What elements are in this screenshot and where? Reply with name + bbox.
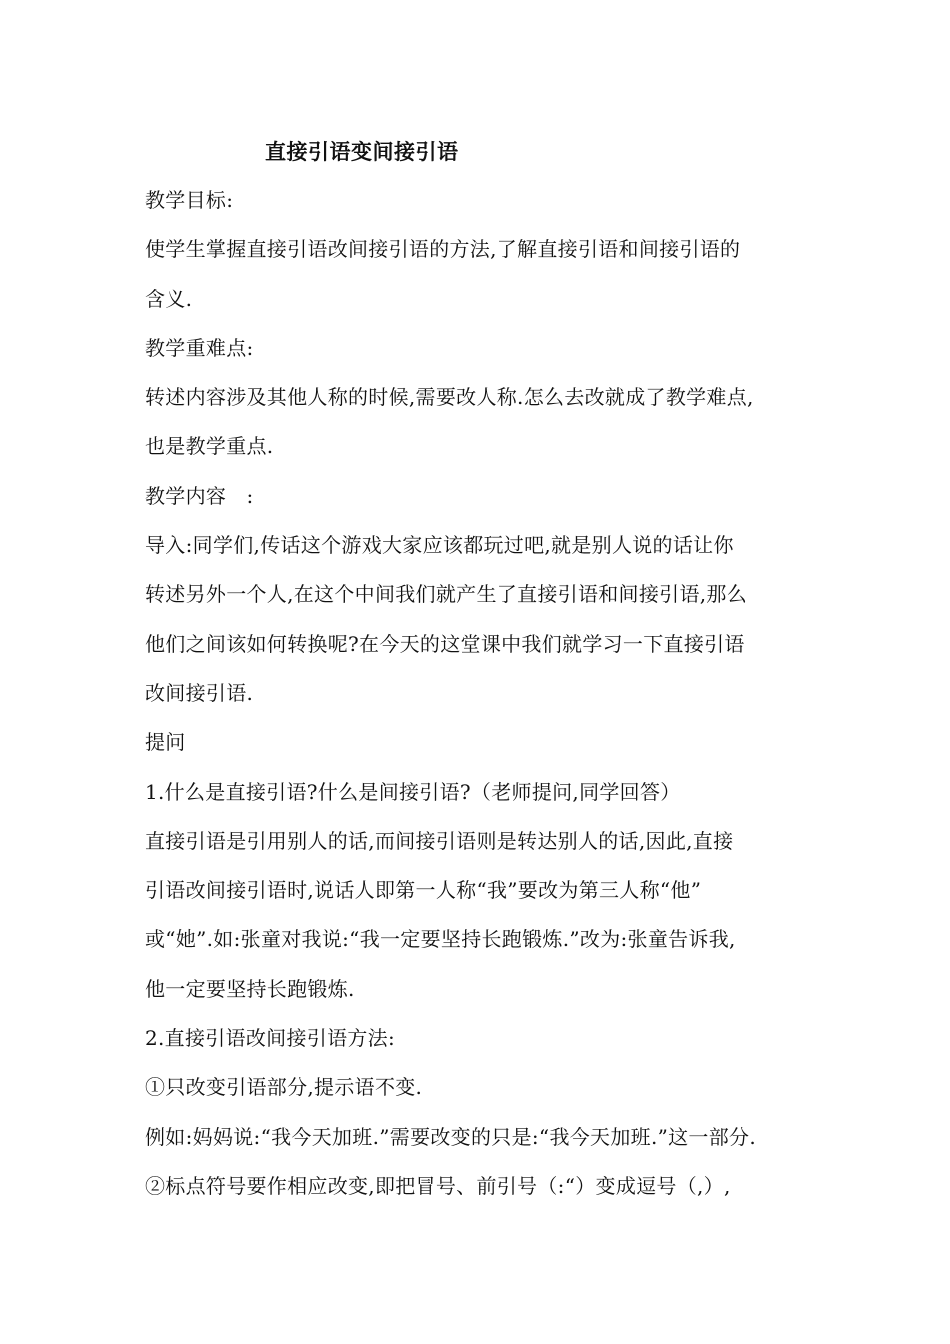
heading-teaching-content: 教学内容 : [145, 483, 254, 508]
paragraph-line: 他一定要坚持长跑锻炼. [145, 976, 355, 1001]
method-item: ②标点符号要作相应改变,即把冒号、前引号（:“）变成逗号（,）, [145, 1173, 731, 1198]
document-title: 直接引语变间接引语 [265, 140, 459, 164]
question-item: 1.什么是直接引语?什么是间接引语?（老师提问,同学回答） [145, 779, 681, 804]
heading-teaching-goals: 教学目标: [145, 188, 234, 212]
heading-key-points: 教学重难点: [145, 335, 254, 360]
paragraph-line: 他们之间该如何转换呢?在今天的这堂课中我们就学习一下直接引语 [145, 631, 745, 656]
heading-questions: 提问 [145, 730, 186, 755]
paragraph-line: 直接引语是引用别人的话,而间接引语则是转达别人的话,因此,直接 [145, 828, 734, 853]
paragraph-line: 或“她”.如:张童对我说:“我一定要坚持长跑锻炼.”改为:张童告诉我, [145, 927, 736, 952]
paragraph-line: 转述另外一个人,在这个中间我们就产生了直接引语和间接引语,那么 [145, 582, 748, 607]
method-item: ①只改变引语部分,提示语不变. [145, 1075, 423, 1100]
example-line: 例如:妈妈说:“我今天加班.”需要改变的只是:“我今天加班.”这一部分. [145, 1124, 756, 1149]
paragraph-line: 使学生掌握直接引语改间接引语的方法,了解直接引语和间接引语的 [145, 237, 741, 262]
document-body [145, 176, 825, 1211]
paragraph-line: 转述内容涉及其他人称的时候,需要改人称.怎么去改就成了教学难点, [145, 385, 754, 410]
paragraph-line: 含义. [145, 286, 193, 311]
paragraph-line: 也是教学重点. [145, 434, 274, 459]
paragraph-line: 导入:同学们,传话这个游戏大家应该都玩过吧,就是别人说的话让你 [145, 533, 734, 558]
paragraph-line: 改间接引语. [145, 680, 254, 705]
paragraph-line: 引语改间接引语时,说话人即第一人称“我”要改为第三人称“他” [145, 878, 702, 903]
question-item: 2.直接引语改间接引语方法: [145, 1026, 396, 1051]
